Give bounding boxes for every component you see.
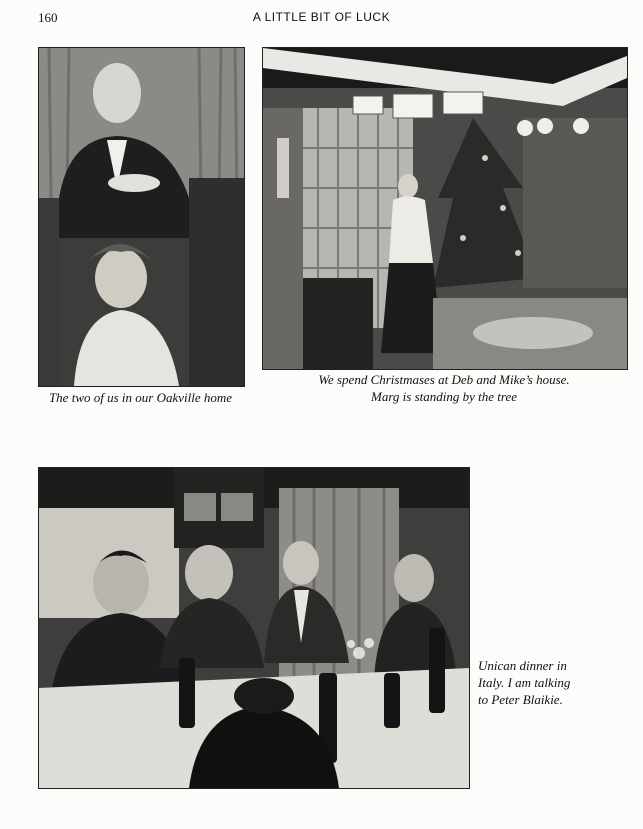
running-title: A LITTLE BIT OF LUCK [252, 10, 391, 24]
caption-line: Italy. I am talking [478, 675, 571, 690]
caption-line: Unican dinner in [478, 658, 567, 673]
photo-caption-christmas [262, 371, 626, 405]
caption-line: to Peter Blaikie. [478, 692, 563, 707]
page-number: 160 [38, 10, 58, 25]
italy-dinner-photo [38, 467, 470, 789]
photo-caption-italy-dinner [478, 657, 608, 708]
christmas-photo [262, 47, 628, 370]
caption-line: We spend Christmases at Deb and Mike’s house. [318, 372, 570, 387]
oakville-couple-photo [38, 47, 245, 387]
photo-caption-oakville: The two of us in our Oakville home [48, 390, 233, 405]
caption-line: Marg is standing by the tree [371, 389, 517, 404]
